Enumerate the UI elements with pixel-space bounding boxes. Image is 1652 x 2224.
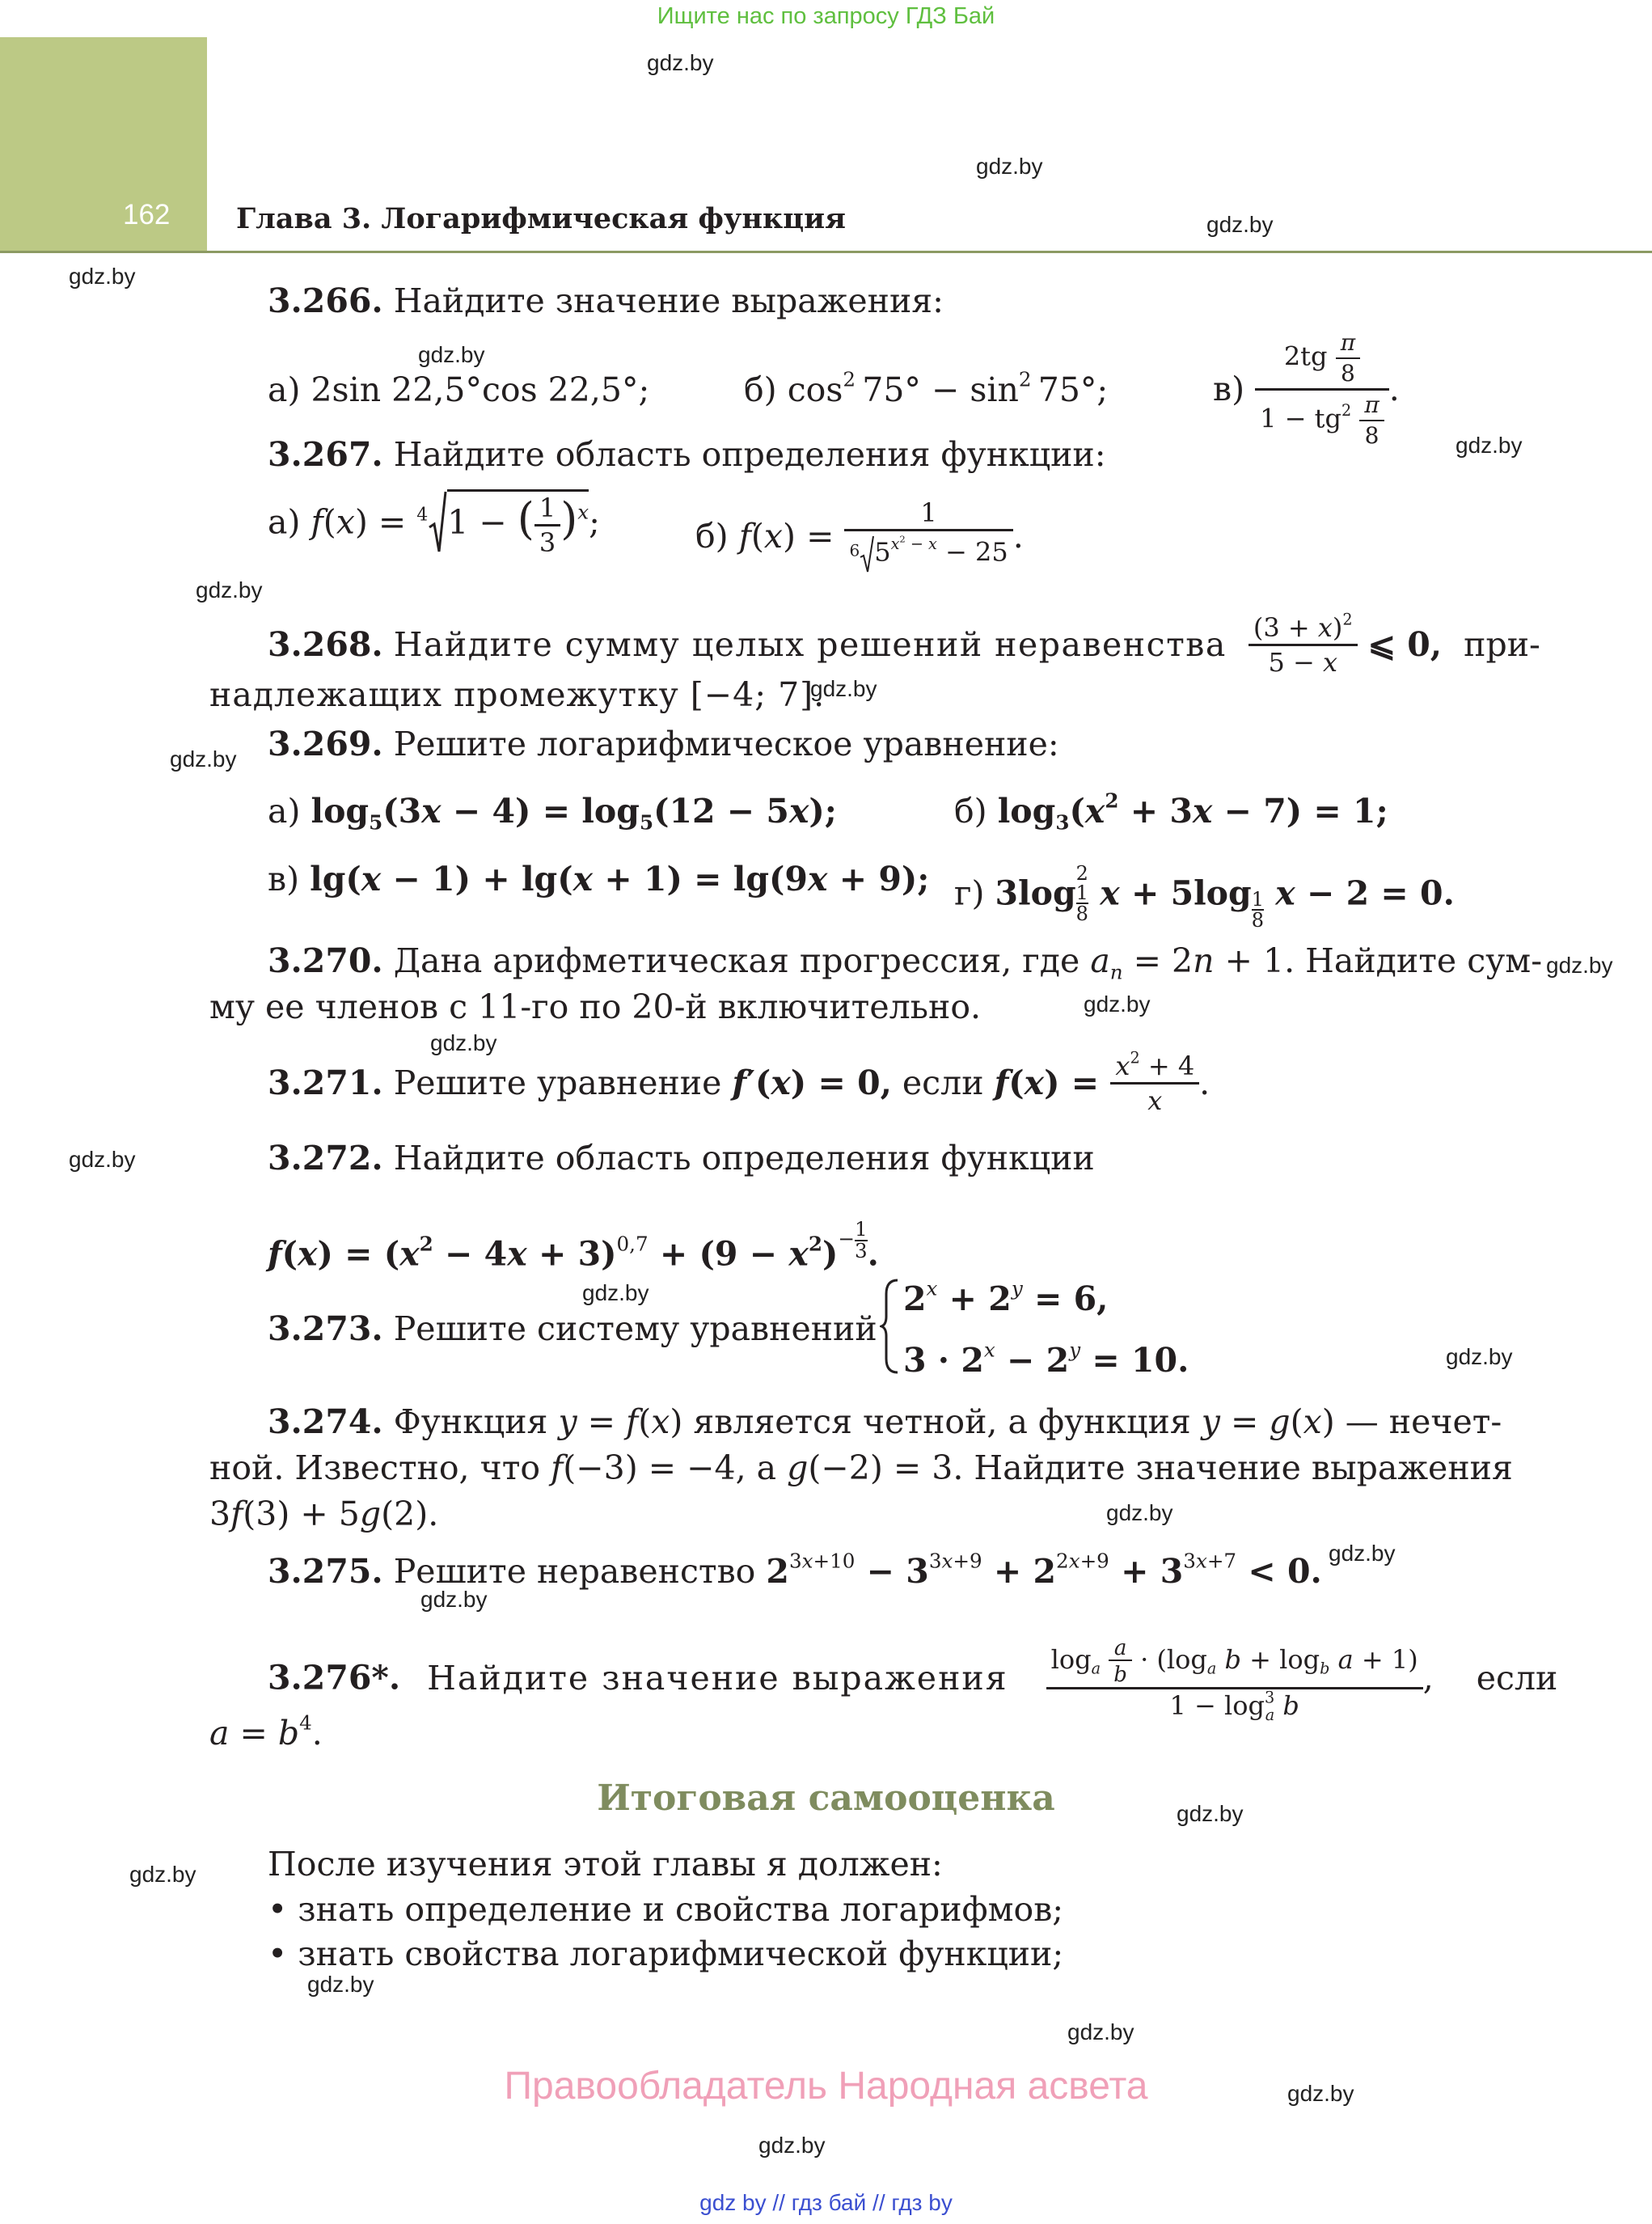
p273-equation-1: $2^x + 2^y = 6$,	[903, 1276, 1109, 1318]
problem-text: Решите систему уравнений	[393, 1309, 877, 1348]
footer-links[interactable]: gdz by // гдз бай // гдз by	[699, 2190, 953, 2215]
watermark: gdz.by	[430, 1030, 497, 1055]
problem-number: 3.272.	[268, 1139, 383, 1178]
p269-part-v: в) lg(x − 1) + lg(x + 1) = lg(9x + 9);	[268, 860, 930, 898]
watermark: gdz.by	[976, 154, 1043, 179]
watermark: gdz.by	[1546, 953, 1613, 978]
watermark: gdz.by	[196, 577, 263, 603]
p269-part-b: б) $\log_3(x^2 + 3x - 7) = 1$;	[954, 789, 1388, 835]
part-label: а)	[268, 502, 301, 542]
problem-3-273	[268, 1309, 877, 1348]
problem-3-266	[268, 281, 944, 320]
watermark: gdz.by	[1106, 1500, 1173, 1525]
problem-3-274: 3.274. Функция y = f(x) является четной, а функция y = g(x) — нечет-	[268, 1402, 1502, 1441]
p267-part-b: б) f(x) = $\frac{1}{^6 5^{x^2 - x} - 25}$ .	[695, 500, 1024, 573]
summary-item	[268, 1890, 1064, 1929]
problem-text-mid: если	[902, 1063, 984, 1102]
problem-3-276: 3.276*. Найдите значение выражения $\log_a$ $\frac{a}{b}$ · ($\log_a$ $b + \log_b a + 1$) $1 - \log^3_a b$ , если	[268, 1636, 1558, 1724]
p266-part-b: б) $\cos^2 75^\circ - \sin^2 75^\circ$;	[744, 367, 1109, 409]
p272-formula: $f(x) = (x^2 - 4x + 3)^{0,7} + (9 - x^2)^{- \frac{1}{3}}$ .	[268, 1217, 879, 1274]
problem-3-271: 3.271. Решите уравнение f′(x) = 0, если f(x) = $\frac{x^2 + 4}{x}$ .	[268, 1048, 1210, 1116]
watermark: gdz.by	[170, 746, 237, 772]
problem-3-270: 3.270. Дана арифметическая прогрессия, где $a_n = 2n + 1$. Найдите сум-	[268, 941, 1543, 984]
watermark: gdz.by	[1177, 1801, 1244, 1826]
watermark: gdz.by	[69, 264, 136, 289]
problem-number: 3.274.	[268, 1402, 383, 1441]
problem-text-tail: если	[1476, 1658, 1558, 1698]
watermark: gdz.by	[1206, 212, 1274, 237]
watermark: gdz.by	[647, 50, 714, 75]
summary-item	[268, 1934, 1064, 1973]
watermark: gdz.by	[758, 2133, 826, 2158]
problem-text: Решите уравнение	[393, 1063, 722, 1102]
problem-number: 3.276*.	[268, 1658, 401, 1698]
p276-line2: $a = b^4$.	[209, 1710, 323, 1753]
header-rule	[0, 251, 1652, 253]
problem-3-267	[268, 435, 1106, 474]
p274-line2: ной. Известно, что f(−3) = −4, а g(−2) = 3. Найдите значение выражения	[209, 1448, 1513, 1487]
problem-number: 3.270.	[268, 941, 383, 980]
p270-line2: му ее членов с 11-го по 20-й включительно.	[209, 987, 982, 1026]
problem-text: Найдите область определения функции:	[393, 435, 1106, 474]
problem-text: — нечет-	[1345, 1402, 1502, 1441]
problem-3-275: 3.275. Решите неравенство $2^{3x+10} - 3^{3x+9} + 2^{2x+9} + 3^{3x+7} < 0$.	[268, 1549, 1322, 1591]
watermark: gdz.by	[1329, 1541, 1396, 1566]
summary-item-text: знать определение и свойства логарифмов;	[298, 1890, 1064, 1929]
watermark: gdz.by	[307, 1972, 374, 1997]
top-banner[interactable]: Ищите нас по запросу ГДЗ Бай	[657, 3, 995, 29]
part-label: г)	[954, 873, 985, 913]
problem-text: Функция	[393, 1402, 548, 1441]
part-label: в)	[1213, 370, 1245, 408]
problem-number: 3.273.	[268, 1309, 383, 1348]
problem-number: 3.271.	[268, 1063, 383, 1102]
p274-line3: 3f(3) + 5g(2).	[209, 1495, 439, 1533]
p266-part-v: в) 2tg $\frac{\pi}{8}$ $1 - tg^2$ $\frac{\pi}{8}$ .	[1213, 329, 1400, 449]
problem-3-268: 3.268. Найдите сумму целых решений неравенства $\frac{(3 + x)^2}{5 - x}$ ⩽ 0, при-	[268, 610, 1540, 678]
p273-equation-2: $3 \cdot 2^x - 2^y = 10$.	[903, 1338, 1189, 1380]
system-brace	[880, 1278, 901, 1375]
watermark: gdz.by	[1067, 2019, 1134, 2044]
problem-text: Найдите сумму целых решений неравенства	[393, 625, 1227, 664]
problem-text: Решите неравенство	[393, 1552, 756, 1591]
chapter-title: Глава 3. Логарифмическая функция	[236, 202, 846, 235]
problem-text: ной. Известно, что	[209, 1448, 541, 1487]
watermark: gdz.by	[1446, 1344, 1513, 1369]
summary-item-text: знать свойства логарифмической функции;	[298, 1934, 1064, 1973]
watermark: gdz.by	[1084, 991, 1151, 1017]
problem-text: Найдите значение выражения	[427, 1658, 1008, 1698]
part-label: а)	[268, 792, 301, 831]
problem-text: Найдите значение выражения:	[393, 281, 944, 320]
watermark: gdz.by	[420, 1587, 488, 1612]
p267-part-a: а) f(x) = $^4$ 1 − ( $\frac{1}{3}$ )$^x$;	[268, 489, 600, 556]
bullet-icon: •	[268, 1890, 288, 1929]
header-color-block	[0, 37, 207, 252]
problem-text: Найдите область определения функции	[393, 1139, 1095, 1178]
watermark: gdz.by	[69, 1147, 136, 1172]
problem-number: 3.267.	[268, 435, 383, 474]
p269-part-g: г) 3log 2 1 8 x + 5log $\frac{1}{8}$ x − 2 = 0.	[954, 862, 1455, 932]
problem-text: Решите логарифмическое уравнение:	[393, 725, 1059, 763]
rights-holder: Правообладатель Народная асвета	[504, 2065, 1148, 2108]
page-number: 162	[123, 199, 171, 230]
part-label: б)	[744, 370, 777, 409]
watermark: gdz.by	[1456, 433, 1523, 458]
part-label: б)	[695, 517, 729, 556]
bullet-icon: •	[268, 1934, 288, 1973]
problem-text: , а	[735, 1448, 777, 1487]
p269-part-a: а) $\log_5(3x - 4) = \log_5(12 - 5x)$;	[268, 792, 837, 835]
problem-3-269	[268, 725, 1059, 763]
part-label: б)	[954, 792, 987, 831]
summary-intro: После изучения этой главы я должен:	[268, 1845, 943, 1884]
problem-number: 3.275.	[268, 1552, 383, 1591]
watermark: gdz.by	[1287, 2081, 1354, 2106]
watermark: gdz.by	[418, 342, 485, 367]
problem-number: 3.268.	[268, 625, 383, 664]
problem-3-272	[268, 1139, 1095, 1178]
problem-number: 3.269.	[268, 725, 383, 763]
problem-number: 3.266.	[268, 281, 383, 320]
summary-heading: Итоговая самооценка	[597, 1778, 1055, 1819]
p266-part-a: а) 2sin 22,5°cos 22,5°;	[268, 370, 650, 409]
watermark: gdz.by	[582, 1280, 649, 1305]
part-label: в)	[268, 860, 300, 898]
problem-text-tail: при-	[1464, 625, 1540, 664]
watermark: gdz.by	[810, 676, 877, 701]
watermark: gdz.by	[129, 1862, 196, 1887]
problem-text-tail: Найдите сум-	[1305, 941, 1543, 980]
problem-text: . Найдите значение выражения	[953, 1448, 1513, 1487]
radical-sign	[428, 490, 447, 555]
problem-text: является четной, а функция	[693, 1402, 1191, 1441]
p268-line2: надлежащих промежутку [−4; 7].	[209, 675, 826, 714]
problem-text: Дана арифметическая прогрессия, где	[393, 941, 1080, 980]
